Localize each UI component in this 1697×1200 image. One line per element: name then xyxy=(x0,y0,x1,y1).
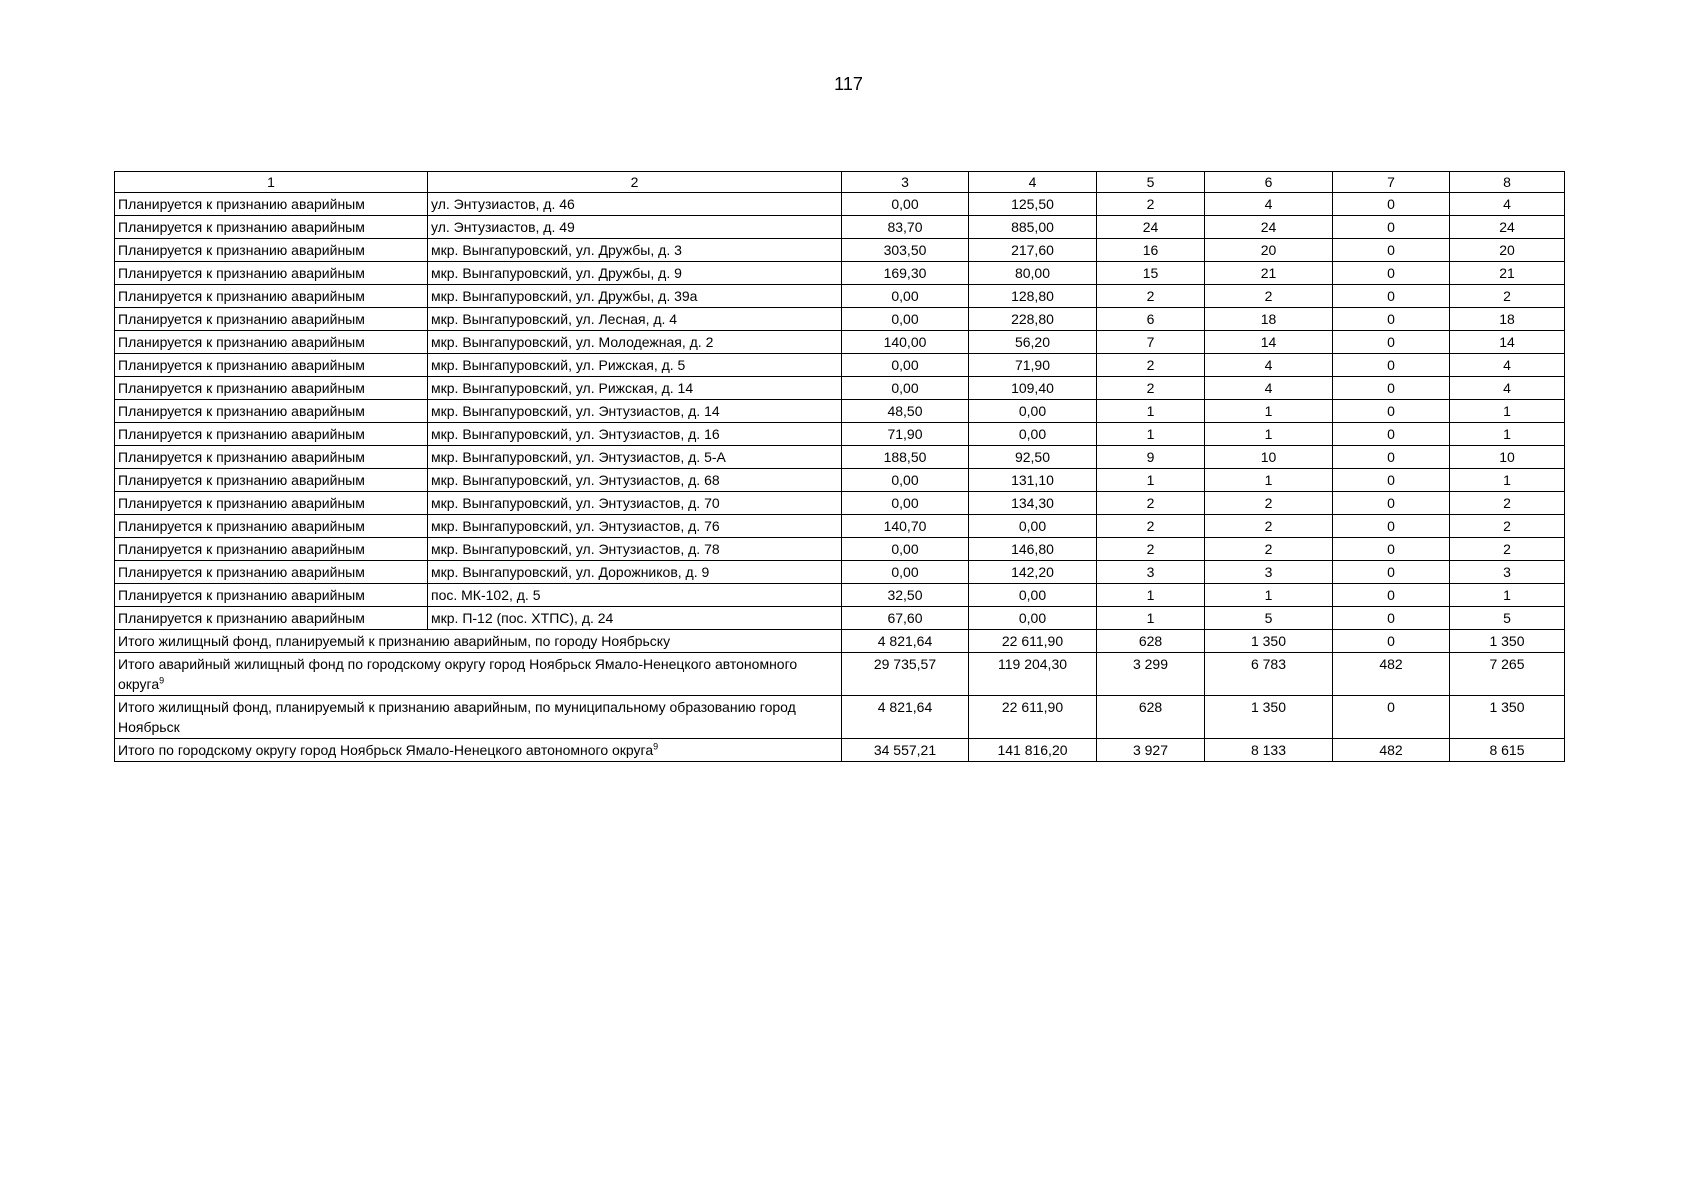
total-value-cell: 3 299 xyxy=(1097,653,1205,696)
status-cell: Планируется к признанию аварийным xyxy=(115,308,428,331)
value-cell: 1 xyxy=(1205,400,1333,423)
value-cell: 0 xyxy=(1333,308,1450,331)
address-cell: мкр. Вынгапуровский, ул. Лесная, д. 4 xyxy=(428,308,842,331)
total-value-cell: 4 821,64 xyxy=(842,630,969,653)
total-value-cell: 1 350 xyxy=(1450,630,1565,653)
address-cell: мкр. Вынгапуровский, ул. Энтузиастов, д. 70 xyxy=(428,492,842,515)
address-cell: мкр. П-12 (пос. ХТПС), д. 24 xyxy=(428,607,842,630)
address-cell: ул. Энтузиастов, д. 49 xyxy=(428,216,842,239)
value-cell: 3 xyxy=(1205,561,1333,584)
value-cell: 16 xyxy=(1097,239,1205,262)
table-body xyxy=(115,172,1565,762)
value-cell: 0 xyxy=(1333,469,1450,492)
value-cell: 169,30 xyxy=(842,262,969,285)
column-header: 1 xyxy=(115,172,428,193)
value-cell: 2 xyxy=(1097,193,1205,216)
total-value-cell: 628 xyxy=(1097,630,1205,653)
value-cell: 4 xyxy=(1205,193,1333,216)
value-cell: 0 xyxy=(1333,607,1450,630)
value-cell: 0 xyxy=(1333,216,1450,239)
value-cell: 1 xyxy=(1097,423,1205,446)
value-cell: 0 xyxy=(1333,561,1450,584)
value-cell: 0 xyxy=(1333,262,1450,285)
value-cell: 4 xyxy=(1450,193,1565,216)
value-cell: 4 xyxy=(1450,377,1565,400)
footnote-mark: 9 xyxy=(653,741,659,752)
table-row xyxy=(115,331,1565,354)
address-cell: мкр. Вынгапуровский, ул. Рижская, д. 5 xyxy=(428,354,842,377)
value-cell: 0 xyxy=(1333,492,1450,515)
status-cell: Планируется к признанию аварийным xyxy=(115,285,428,308)
address-cell: мкр. Вынгапуровский, ул. Энтузиастов, д. 5-А xyxy=(428,446,842,469)
table-row xyxy=(115,584,1565,607)
total-value-cell: 0 xyxy=(1333,696,1450,739)
address-cell: мкр. Вынгапуровский, ул. Энтузиастов, д. 16 xyxy=(428,423,842,446)
value-cell: 2 xyxy=(1450,285,1565,308)
status-cell: Планируется к признанию аварийным xyxy=(115,216,428,239)
value-cell: 2 xyxy=(1205,492,1333,515)
value-cell: 7 xyxy=(1097,331,1205,354)
column-header: 2 xyxy=(428,172,842,193)
total-value-cell: 3 927 xyxy=(1097,739,1205,762)
status-cell: Планируется к признанию аварийным xyxy=(115,446,428,469)
status-cell: Планируется к признанию аварийным xyxy=(115,354,428,377)
value-cell: 2 xyxy=(1450,492,1565,515)
value-cell: 0 xyxy=(1333,400,1450,423)
column-header: 3 xyxy=(842,172,969,193)
status-cell: Планируется к признанию аварийным xyxy=(115,607,428,630)
total-value-cell: 8 133 xyxy=(1205,739,1333,762)
column-header: 5 xyxy=(1097,172,1205,193)
total-value-cell: 22 611,90 xyxy=(969,630,1097,653)
total-label xyxy=(115,739,842,762)
table-row xyxy=(115,308,1565,331)
value-cell: 0 xyxy=(1333,193,1450,216)
column-number-row xyxy=(115,172,1565,193)
value-cell: 885,00 xyxy=(969,216,1097,239)
value-cell: 0,00 xyxy=(842,538,969,561)
value-cell: 15 xyxy=(1097,262,1205,285)
column-header: 7 xyxy=(1333,172,1450,193)
status-cell: Планируется к признанию аварийным xyxy=(115,239,428,262)
table-row xyxy=(115,354,1565,377)
value-cell: 142,20 xyxy=(969,561,1097,584)
value-cell: 146,80 xyxy=(969,538,1097,561)
total-label-text: Итого жилищный фонд, планируемый к признанию аварийным, по городу Ноябрьску xyxy=(118,633,671,649)
value-cell: 0,00 xyxy=(969,423,1097,446)
total-value-cell: 1 350 xyxy=(1205,630,1333,653)
value-cell: 0,00 xyxy=(842,354,969,377)
address-cell: мкр. Вынгапуровский, ул. Энтузиастов, д. 78 xyxy=(428,538,842,561)
value-cell: 2 xyxy=(1097,492,1205,515)
value-cell: 92,50 xyxy=(969,446,1097,469)
table-row xyxy=(115,423,1565,446)
table-row xyxy=(115,561,1565,584)
status-cell: Планируется к признанию аварийным xyxy=(115,377,428,400)
table-row xyxy=(115,515,1565,538)
value-cell: 0,00 xyxy=(969,607,1097,630)
status-cell: Планируется к признанию аварийным xyxy=(115,193,428,216)
address-cell: мкр. Вынгапуровский, ул. Рижская, д. 14 xyxy=(428,377,842,400)
value-cell: 2 xyxy=(1097,538,1205,561)
value-cell: 1 xyxy=(1097,469,1205,492)
value-cell: 9 xyxy=(1097,446,1205,469)
value-cell: 3 xyxy=(1097,561,1205,584)
value-cell: 56,20 xyxy=(969,331,1097,354)
value-cell: 24 xyxy=(1450,216,1565,239)
total-label xyxy=(115,630,842,653)
value-cell: 5 xyxy=(1450,607,1565,630)
status-cell: Планируется к признанию аварийным xyxy=(115,584,428,607)
value-cell: 0,00 xyxy=(969,584,1097,607)
table-row xyxy=(115,262,1565,285)
value-cell: 0 xyxy=(1333,285,1450,308)
value-cell: 83,70 xyxy=(842,216,969,239)
value-cell: 2 xyxy=(1450,538,1565,561)
value-cell: 21 xyxy=(1450,262,1565,285)
value-cell: 0,00 xyxy=(842,492,969,515)
table-row xyxy=(115,538,1565,561)
value-cell: 4 xyxy=(1450,354,1565,377)
total-row xyxy=(115,653,1565,696)
value-cell: 0 xyxy=(1333,515,1450,538)
value-cell: 0 xyxy=(1333,239,1450,262)
total-row xyxy=(115,630,1565,653)
value-cell: 0,00 xyxy=(842,193,969,216)
value-cell: 1 xyxy=(1450,423,1565,446)
value-cell: 80,00 xyxy=(969,262,1097,285)
value-cell: 24 xyxy=(1205,216,1333,239)
value-cell: 0,00 xyxy=(842,308,969,331)
total-row xyxy=(115,696,1565,739)
value-cell: 4 xyxy=(1205,354,1333,377)
value-cell: 0 xyxy=(1333,584,1450,607)
value-cell: 0 xyxy=(1333,446,1450,469)
status-cell: Планируется к признанию аварийным xyxy=(115,423,428,446)
value-cell: 1 xyxy=(1205,469,1333,492)
value-cell: 0 xyxy=(1333,423,1450,446)
address-cell: мкр. Вынгапуровский, ул. Энтузиастов, д. 76 xyxy=(428,515,842,538)
value-cell: 2 xyxy=(1205,515,1333,538)
value-cell: 0,00 xyxy=(969,515,1097,538)
total-label-text: Итого жилищный фонд, планируемый к признанию аварийным, по муниципальному образованию город Ноябрьск xyxy=(118,699,796,735)
value-cell: 140,00 xyxy=(842,331,969,354)
value-cell: 2 xyxy=(1205,285,1333,308)
value-cell: 228,80 xyxy=(969,308,1097,331)
value-cell: 0 xyxy=(1333,331,1450,354)
footnote-mark: 9 xyxy=(159,675,165,686)
housing-table xyxy=(114,171,1565,762)
value-cell: 2 xyxy=(1097,354,1205,377)
status-cell: Планируется к признанию аварийным xyxy=(115,262,428,285)
total-value-cell: 7 265 xyxy=(1450,653,1565,696)
total-value-cell: 8 615 xyxy=(1450,739,1565,762)
total-value-cell: 1 350 xyxy=(1450,696,1565,739)
total-value-cell: 482 xyxy=(1333,653,1450,696)
total-label-text: Итого по городскому округу город Ноябрьск Ямало-Ненецкого автономного округа xyxy=(118,742,654,758)
value-cell: 2 xyxy=(1097,515,1205,538)
value-cell: 131,10 xyxy=(969,469,1097,492)
value-cell: 3 xyxy=(1450,561,1565,584)
value-cell: 71,90 xyxy=(842,423,969,446)
value-cell: 109,40 xyxy=(969,377,1097,400)
total-value-cell: 119 204,30 xyxy=(969,653,1097,696)
status-cell: Планируется к признанию аварийным xyxy=(115,561,428,584)
value-cell: 0 xyxy=(1333,354,1450,377)
value-cell: 1 xyxy=(1097,607,1205,630)
page-number: 117 xyxy=(834,74,863,94)
total-value-cell: 482 xyxy=(1333,739,1450,762)
address-cell: мкр. Вынгапуровский, ул. Энтузиастов, д. 68 xyxy=(428,469,842,492)
value-cell: 71,90 xyxy=(969,354,1097,377)
table-row xyxy=(115,492,1565,515)
column-header: 6 xyxy=(1205,172,1333,193)
column-header: 4 xyxy=(969,172,1097,193)
status-cell: Планируется к признанию аварийным xyxy=(115,538,428,561)
value-cell: 0,00 xyxy=(969,400,1097,423)
value-cell: 0,00 xyxy=(842,469,969,492)
total-value-cell: 22 611,90 xyxy=(969,696,1097,739)
total-value-cell: 4 821,64 xyxy=(842,696,969,739)
value-cell: 1 xyxy=(1097,584,1205,607)
total-value-cell: 1 350 xyxy=(1205,696,1333,739)
value-cell: 1 xyxy=(1205,584,1333,607)
address-cell: мкр. Вынгапуровский, ул. Молодежная, д. 2 xyxy=(428,331,842,354)
value-cell: 67,60 xyxy=(842,607,969,630)
value-cell: 4 xyxy=(1205,377,1333,400)
value-cell: 0,00 xyxy=(842,561,969,584)
address-cell: мкр. Вынгапуровский, ул. Дорожников, д. 9 xyxy=(428,561,842,584)
table-row xyxy=(115,607,1565,630)
address-cell: мкр. Вынгапуровский, ул. Энтузиастов, д. 14 xyxy=(428,400,842,423)
table-row xyxy=(115,193,1565,216)
address-cell: мкр. Вынгапуровский, ул. Дружбы, д. 9 xyxy=(428,262,842,285)
value-cell: 303,50 xyxy=(842,239,969,262)
value-cell: 0 xyxy=(1333,538,1450,561)
value-cell: 14 xyxy=(1205,331,1333,354)
total-value-cell: 34 557,21 xyxy=(842,739,969,762)
table-row xyxy=(115,216,1565,239)
value-cell: 5 xyxy=(1205,607,1333,630)
value-cell: 2 xyxy=(1450,515,1565,538)
value-cell: 1 xyxy=(1450,400,1565,423)
value-cell: 48,50 xyxy=(842,400,969,423)
table-row xyxy=(115,446,1565,469)
column-header: 8 xyxy=(1450,172,1565,193)
table-row xyxy=(115,239,1565,262)
value-cell: 217,60 xyxy=(969,239,1097,262)
value-cell: 0,00 xyxy=(842,377,969,400)
table-row xyxy=(115,377,1565,400)
value-cell: 2 xyxy=(1205,538,1333,561)
value-cell: 20 xyxy=(1450,239,1565,262)
status-cell: Планируется к признанию аварийным xyxy=(115,492,428,515)
value-cell: 2 xyxy=(1097,377,1205,400)
value-cell: 21 xyxy=(1205,262,1333,285)
status-cell: Планируется к признанию аварийным xyxy=(115,400,428,423)
address-cell: мкр. Вынгапуровский, ул. Дружбы, д. 3 xyxy=(428,239,842,262)
table-row xyxy=(115,469,1565,492)
value-cell: 1 xyxy=(1097,400,1205,423)
table-row xyxy=(115,285,1565,308)
value-cell: 1 xyxy=(1205,423,1333,446)
value-cell: 128,80 xyxy=(969,285,1097,308)
value-cell: 32,50 xyxy=(842,584,969,607)
status-cell: Планируется к признанию аварийным xyxy=(115,515,428,538)
value-cell: 1 xyxy=(1450,584,1565,607)
value-cell: 2 xyxy=(1097,285,1205,308)
value-cell: 20 xyxy=(1205,239,1333,262)
total-value-cell: 0 xyxy=(1333,630,1450,653)
value-cell: 134,30 xyxy=(969,492,1097,515)
value-cell: 0,00 xyxy=(842,285,969,308)
value-cell: 140,70 xyxy=(842,515,969,538)
status-cell: Планируется к признанию аварийным xyxy=(115,469,428,492)
value-cell: 0 xyxy=(1333,377,1450,400)
address-cell: пос. МК-102, д. 5 xyxy=(428,584,842,607)
value-cell: 6 xyxy=(1097,308,1205,331)
status-cell: Планируется к признанию аварийным xyxy=(115,331,428,354)
total-value-cell: 29 735,57 xyxy=(842,653,969,696)
total-value-cell: 141 816,20 xyxy=(969,739,1097,762)
total-label xyxy=(115,696,842,739)
total-value-cell: 628 xyxy=(1097,696,1205,739)
total-label-text: Итого аварийный жилищный фонд по городскому округу город Ноябрьск Ямало-Ненецкого автономного округа xyxy=(118,656,798,692)
address-cell: ул. Энтузиастов, д. 46 xyxy=(428,193,842,216)
value-cell: 188,50 xyxy=(842,446,969,469)
total-label xyxy=(115,653,842,696)
value-cell: 14 xyxy=(1450,331,1565,354)
value-cell: 18 xyxy=(1450,308,1565,331)
table-row xyxy=(115,400,1565,423)
value-cell: 10 xyxy=(1205,446,1333,469)
value-cell: 18 xyxy=(1205,308,1333,331)
address-cell: мкр. Вынгапуровский, ул. Дружбы, д. 39а xyxy=(428,285,842,308)
total-row xyxy=(115,739,1565,762)
total-value-cell: 6 783 xyxy=(1205,653,1333,696)
value-cell: 24 xyxy=(1097,216,1205,239)
value-cell: 125,50 xyxy=(969,193,1097,216)
value-cell: 1 xyxy=(1450,469,1565,492)
value-cell: 10 xyxy=(1450,446,1565,469)
